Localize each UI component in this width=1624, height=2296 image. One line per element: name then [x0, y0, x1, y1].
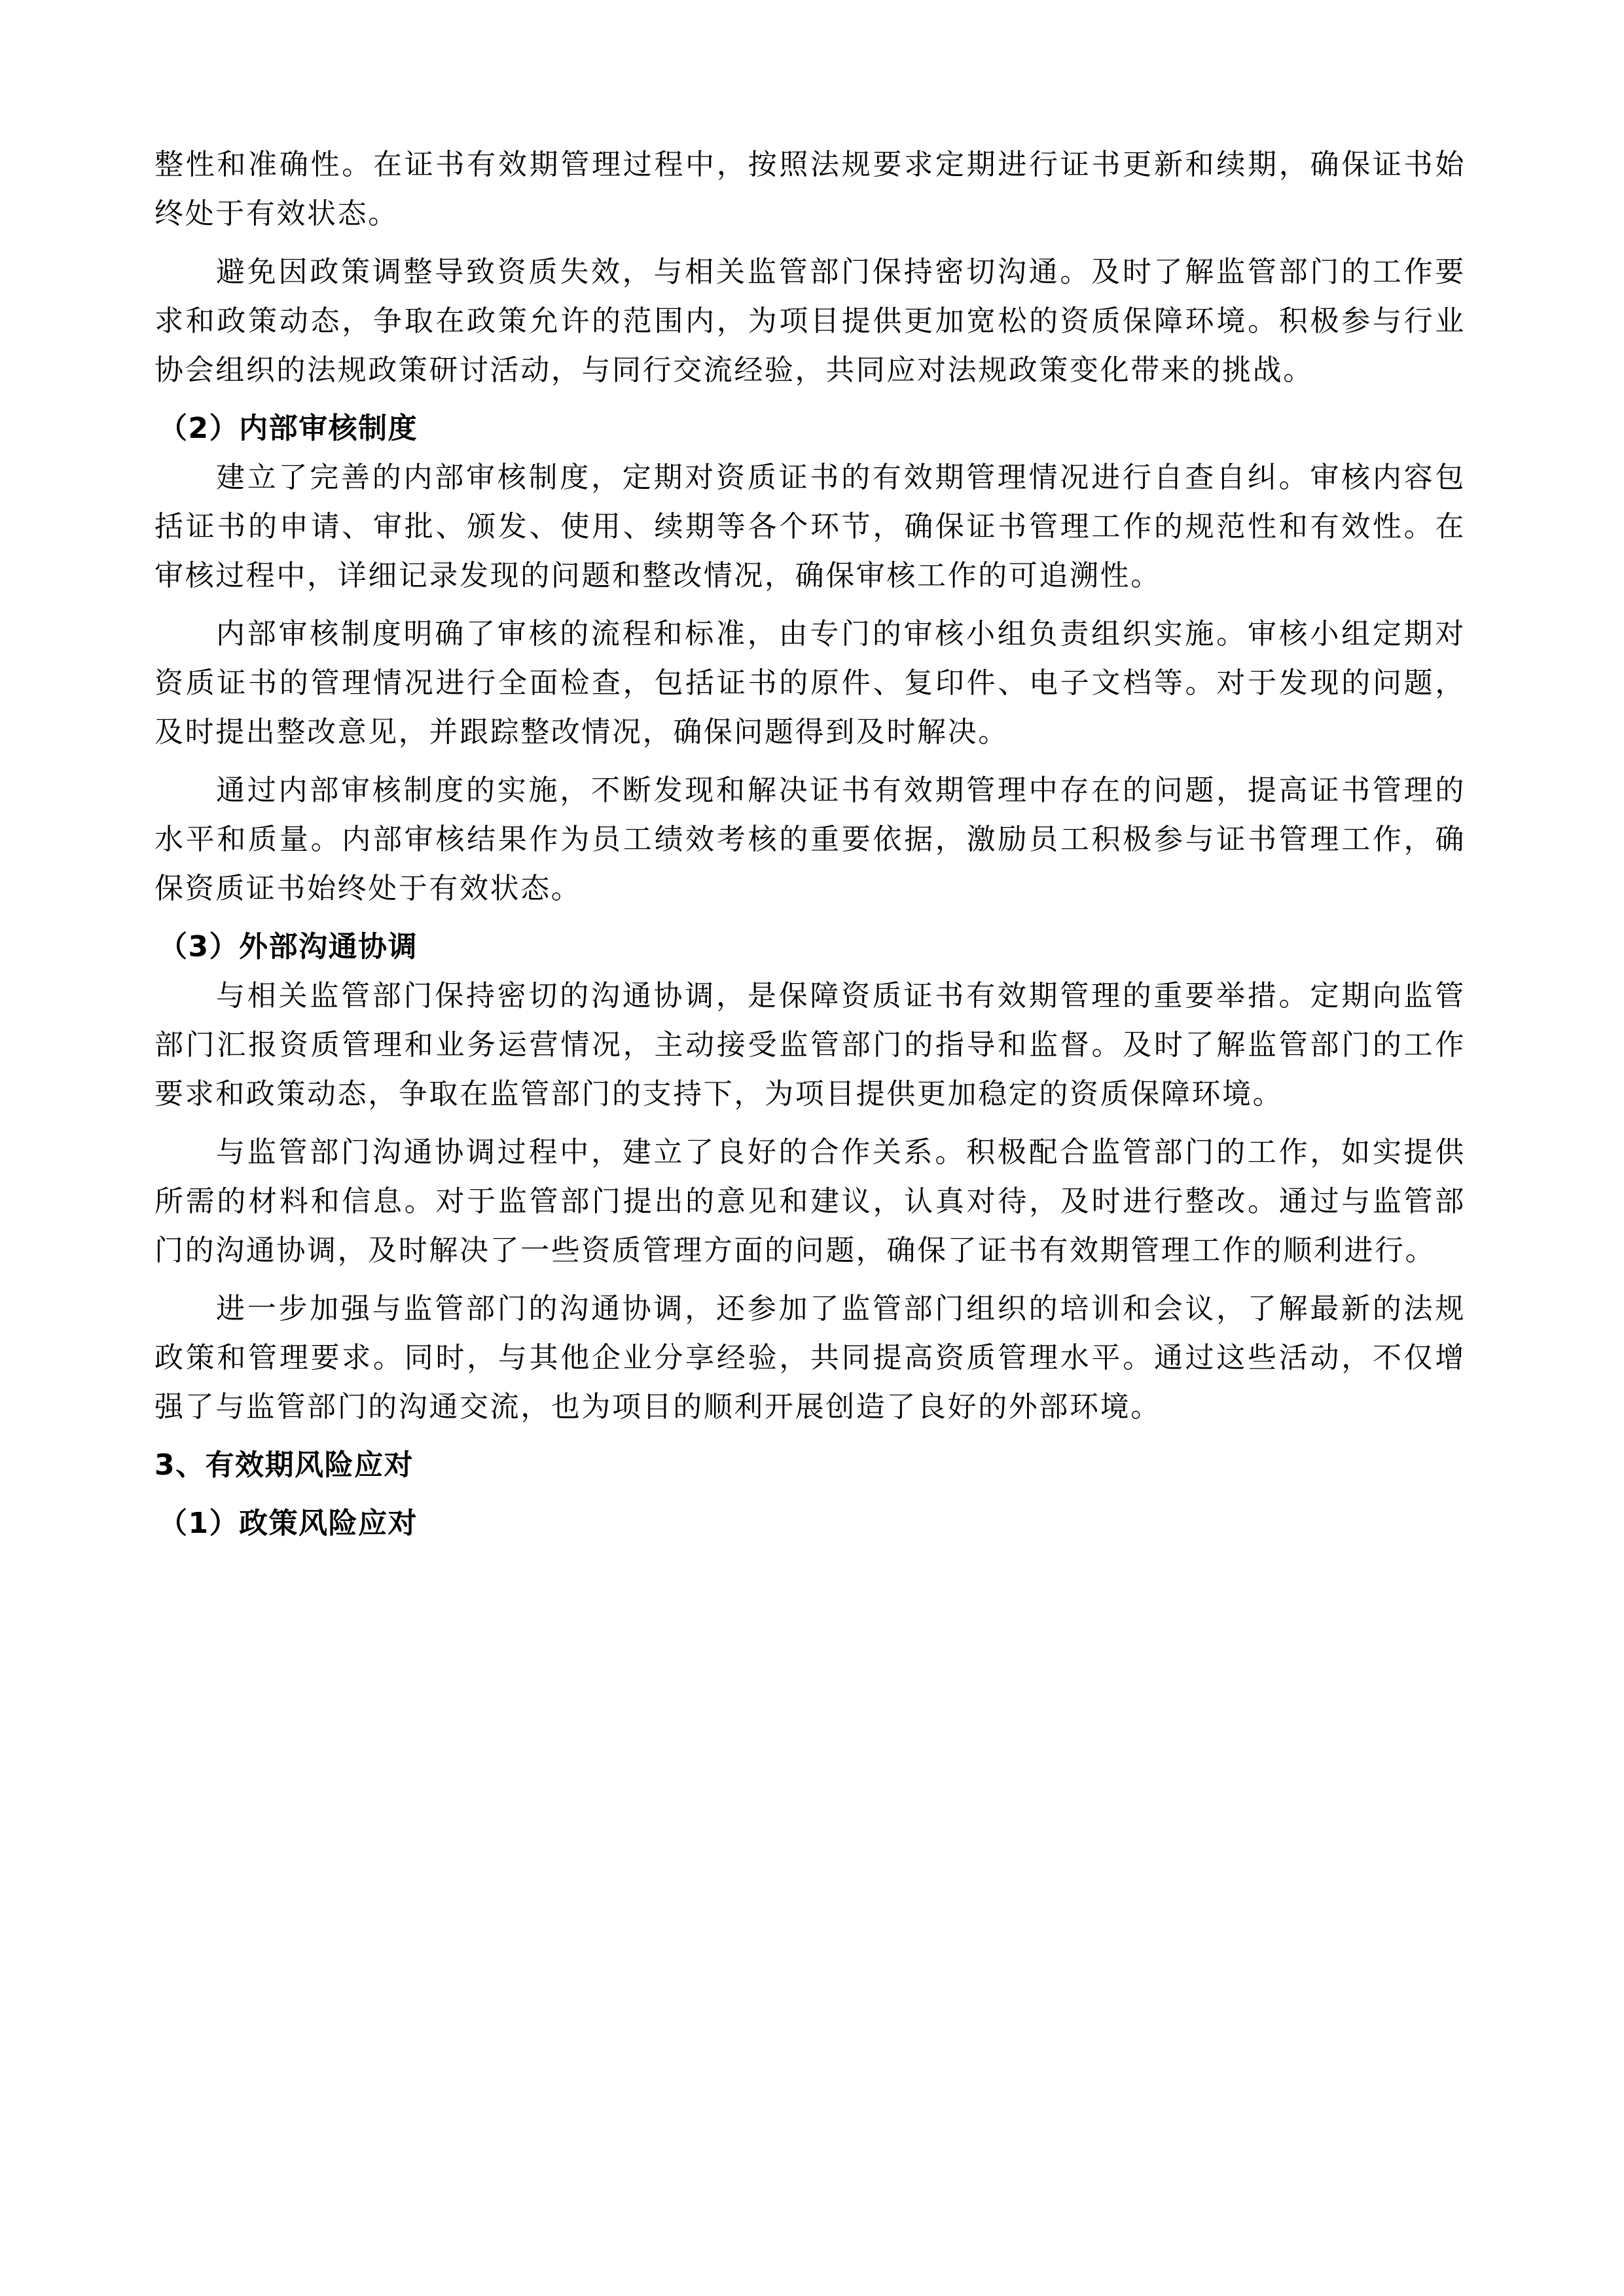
heading-external-communication: （3）外部沟通协调	[158, 930, 418, 963]
paragraph-internal-audit-3: 通过内部审核制度的实施，不断发现和解决证书有效期管理中存在的问题，提高证书管理的水平和质量。内部审核结果作为员工绩效考核的重要依据，激励员工积极参与证书管理工作，确保资质证书始终处于有效状态。	[154, 774, 1466, 905]
heading-policy-risk: （1）政策风险应对	[158, 1507, 418, 1540]
paragraph-external-3: 进一步加强与监管部门的沟通协调，还参加了监管部门组织的培训和会议，了解最新的法规政策和管理要求。同时，与其他企业分享经验，共同提高资质管理水平。通过这些活动，不仅增强了与监管部门的沟通交流，也为项目的顺利开展创造了良好的外部环境。	[154, 1292, 1466, 1424]
paragraph-continuation: 整性和准确性。在证书有效期管理过程中，按照法规要求定期进行证书更新和续期，确保证书始终处于有效状态。	[154, 148, 1466, 230]
paragraph-external-2: 与监管部门沟通协调过程中，建立了良好的合作关系。积极配合监管部门的工作，如实提供所需的材料和信息。对于监管部门提出的意见和建议，认真对待，及时进行整改。通过与监管部门的沟通协调，及时解决了一些资质管理方面的问题，确保了证书有效期管理工作的顺利进行。	[154, 1136, 1466, 1267]
paragraph-external-1: 与相关监管部门保持密切的沟通协调，是保障资质证书有效期管理的重要举措。定期向监管部门汇报资质管理和业务运营情况，主动接受监管部门的指导和监督。及时了解监管部门的工作要求和政策动态，争取在监管部门的支持下，为项目提供更加稳定的资质保障环境。	[154, 979, 1466, 1111]
paragraph-internal-audit-2: 内部审核制度明确了审核的流程和标准，由专门的审核小组负责组织实施。审核小组定期对资质证书的管理情况进行全面检查，包括证书的原件、复印件、电子文档等。对于发现的问题，及时提出整改意见，并跟踪整改情况，确保问题得到及时解决。	[154, 617, 1466, 749]
document-body	[154, 140, 1466, 1548]
heading-internal-audit: （2）内部审核制度	[158, 412, 418, 445]
paragraph-internal-audit-1: 建立了完善的内部审核制度，定期对资质证书的有效期管理情况进行自查自纠。审核内容包括证书的申请、审批、颁发、使用、续期等各个环节，确保证书管理工作的规范性和有效性。在审核过程中，详细记录发现的问题和整改情况，确保审核工作的可追溯性。	[154, 461, 1466, 592]
heading-section-3: 3、有效期风险应对	[154, 1448, 414, 1482]
paragraph-policy-communication: 避免因政策调整导致资质失效，与相关监管部门保持密切沟通。及时了解监管部门的工作要求和政策动态，争取在政策允许的范围内，为项目提供更加宽松的资质保障环境。积极参与行业协会组织的法规政策研讨活动，与同行交流经验，共同应对法规政策变化带来的挑战。	[154, 255, 1466, 387]
